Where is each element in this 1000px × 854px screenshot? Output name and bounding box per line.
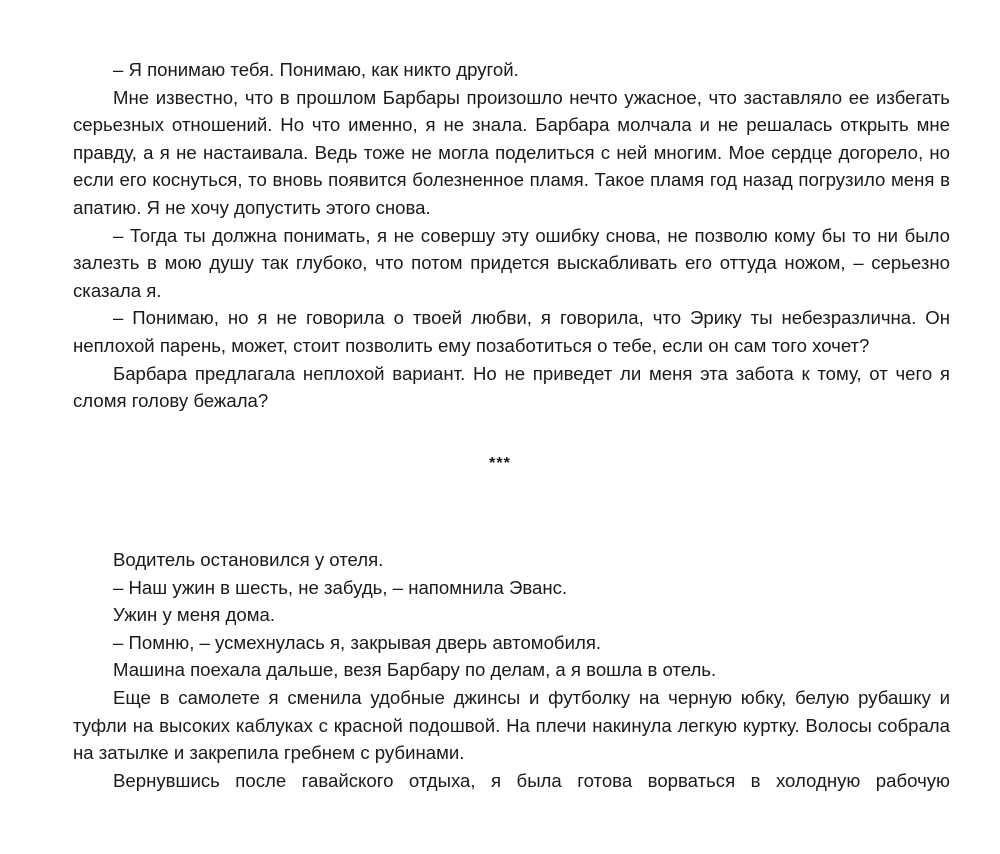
- paragraph: Барбара предлагала неплохой вариант. Но не приведет ли меня эта забота к тому, от чего я сломя голову бежала?: [73, 362, 950, 412]
- paragraph: Ужин у меня дома.: [113, 604, 276, 626]
- paragraph: – Я понимаю тебя. Понимаю, как никто другой.: [113, 59, 519, 80]
- paragraph: – Тогда ты должна понимать, я не совершу эту ошибку снова, не позволю кому бы то ни было залезть в мою душу так глубоко, что потом придется выскабливать его оттуда ножом, – серьезно сказала я.: [73, 224, 950, 301]
- paragraph: Водитель остановился у отеля.: [113, 549, 384, 570]
- paragraph: Мне известно, что в прошлом Барбары произошло нечто ужасное, что заставляло ее избегать серьезных отношений. Но что именно, я не знала. Барбара молчала и не решалась открыть мне правду, а я не настаивала. Ведь тоже не могла поделиться с ней многим. Мое сердце догорело, но если его коснуться, то вновь появится болезненное пламя. Такое пламя год назад погрузило меня в апатию. Я не хочу допустить этого снова.: [73, 86, 950, 218]
- paragraph: Машина поехала дальше, везя Барбару по делам, а я вошла в отель.: [113, 659, 717, 681]
- paragraph: – Наш ужин в шесть, не забудь, – напомнила Эванс.: [113, 576, 568, 598]
- paragraph: – Помню, – усмехнулась я, закрывая дверь автомобиля.: [113, 631, 602, 653]
- section-separator: ***: [489, 455, 511, 472]
- text-section-2: [73, 546, 950, 794]
- paragraph: Еще в самолете я сменила удобные джинсы и футболку на черную юбку, белую рубашку и туфли на высоких каблуках с красной подошвой. На плечи накинула легкую куртку. Волосы собрала на затылке и закрепила гребнем с рубинами.: [73, 686, 950, 764]
- text-section-1: [73, 56, 950, 415]
- paragraph: Вернувшись после гавайского отдыха, я была готова ворваться в холодную рабочую: [113, 769, 950, 791]
- paragraph: – Понимаю, но я не говорила о твоей любви, я говорила, что Эрику ты небезразлична. Он неплохой парень, может, стоит позволить ему позаботиться о тебе, если он сам того хочет?: [73, 307, 950, 356]
